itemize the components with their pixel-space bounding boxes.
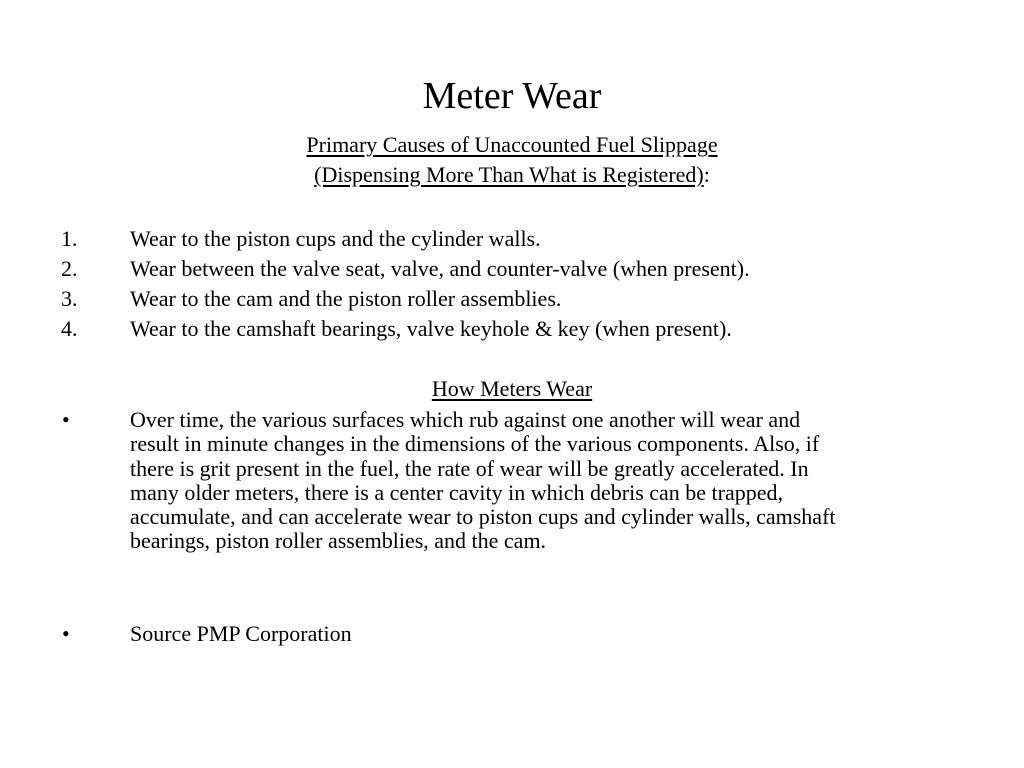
- bullet-line: many older meters, there is a center cavity in which debris can be trapped,: [130, 479, 784, 505]
- bullet-line: accumulate, and can accelerate wear to piston cups and cylinder walls, camshaft: [130, 504, 836, 530]
- list-item-text: Wear to the piston cups and the cylinder walls.: [130, 226, 541, 251]
- bullet-line: result in minute changes in the dimensions of the various components. Also, if: [130, 431, 820, 457]
- list-item: [0, 314, 1024, 344]
- slide-title: Meter Wear: [422, 75, 602, 117]
- bullet-marker: •: [62, 407, 70, 432]
- list-item-text: Wear between the valve seat, valve, and counter-valve (when present).: [130, 256, 750, 281]
- subtitle-colon: :: [703, 162, 710, 187]
- bullet-line: Over time, the various surfaces which rub against one another will wear and: [130, 407, 801, 432]
- causes-list: [0, 224, 1024, 344]
- slide-subtitle: [0, 130, 1024, 190]
- list-item-number: 1.: [61, 226, 78, 251]
- section-title: [0, 374, 1024, 404]
- section-title-text: How Meters Wear: [431, 376, 593, 401]
- list-item-text: Wear to the camshaft bearings, valve keyhole & key (when present).: [130, 316, 732, 341]
- bullet-marker: •: [62, 621, 70, 646]
- list-item-text: Wear to the cam and the piston roller assemblies.: [130, 286, 562, 311]
- subtitle-line-1: Primary Causes of Unaccounted Fuel Slippage: [306, 132, 718, 157]
- bullet-line: there is grit present in the fuel, the rate of wear will be greatly accelerated. In: [130, 455, 809, 481]
- bullet-text: [130, 622, 965, 646]
- bullet-text: [130, 408, 965, 554]
- list-item-number: 3.: [61, 286, 78, 311]
- list-item: [0, 254, 1024, 284]
- subtitle-line-2: (Dispensing More Than What is Registered): [314, 162, 704, 187]
- source-credit: Source PMP Corporation: [130, 621, 352, 646]
- list-item: [0, 224, 1024, 254]
- list-item-number: 2.: [61, 256, 78, 281]
- bullet-line: bearings, piston roller assemblies, and the cam.: [130, 528, 547, 554]
- list-item-number: 4.: [61, 316, 78, 341]
- list-item: [0, 284, 1024, 314]
